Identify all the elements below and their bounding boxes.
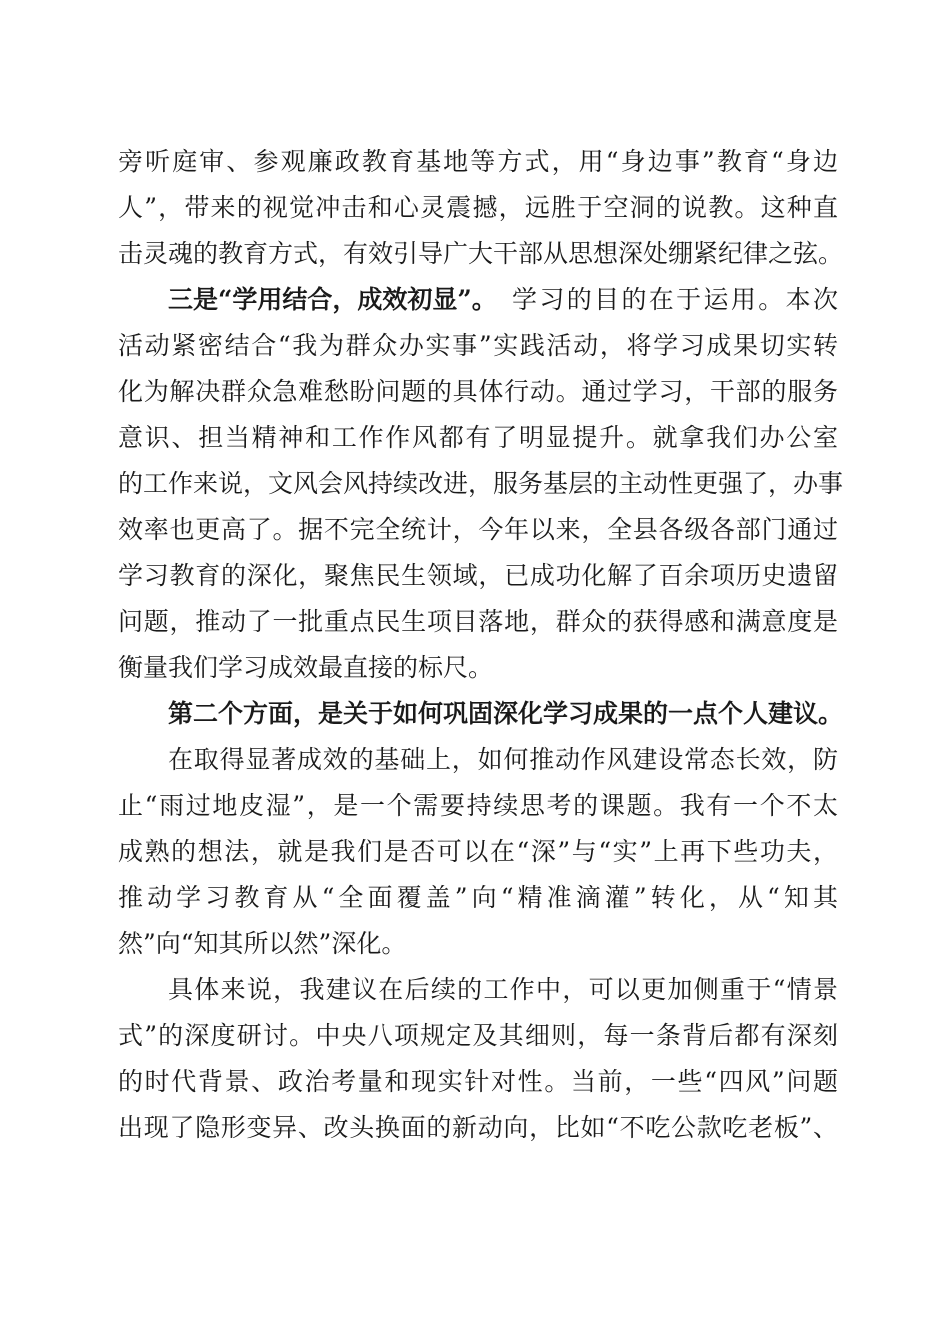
paragraph-line: 成熟的想法，就是我们是否可以在“深”与“实”上再下些功夫，	[118, 837, 838, 866]
paragraph-line: 学习教育的深化，聚焦民生领域，已成功化解了百余项历史遗留	[118, 561, 838, 590]
paragraph-line: 效率也更高了。据不完全统计，今年以来，全县各级各部门通过	[118, 515, 838, 544]
paragraph-line: 学习的目的在于运用。本次	[512, 285, 838, 314]
paragraph-line: 问题，推动了一批重点民生项目落地，群众的获得感和满意度是	[118, 607, 838, 636]
paragraph-line: 人”，带来的视觉冲击和心灵震撼，远胜于空洞的说教。这种直	[118, 193, 838, 222]
paragraph-line: 然”向“知其所以然”深化。	[118, 929, 407, 958]
paragraph-line: 推动学习教育从“全面覆盖”向“精准滴灌”转化，从“知其	[118, 883, 838, 912]
paragraph-line: 出现了隐形变异、改头换面的新动向，比如“不吃公款吃老板”、	[118, 1113, 838, 1142]
paragraph-line: 击灵魂的教育方式，有效引导广大干部从思想深处绷紧纪律之弦。	[118, 239, 844, 268]
paragraph-line: 旁听庭审、参观廉政教育基地等方式，用“身边事”教育“身边	[118, 147, 838, 176]
paragraph-line: 的工作来说，文风会风持续改进，服务基层的主动性更强了，办事	[118, 469, 844, 498]
section-heading-bold: 三是“学用结合，成效初显”。	[168, 285, 497, 314]
paragraph-line: 衡量我们学习成效最直接的标尺。	[118, 653, 494, 682]
paragraph-line: 的时代背景、政治考量和现实针对性。当前，一些“四风”问题	[118, 1067, 838, 1096]
paragraph-line: 在取得显著成效的基础上，如何推动作风建设常态长效，防	[168, 745, 838, 774]
section-heading: 第二个方面，是关于如何巩固深化学习成果的一点个人建议。	[168, 699, 844, 728]
section-heading	[168, 285, 508, 315]
paragraph-line: 活动紧密结合“我为群众办实事”实践活动，将学习成果切实转	[118, 331, 838, 360]
paragraph-line: 化为解决群众急难愁盼问题的具体行动。通过学习，干部的服务	[118, 377, 838, 406]
paragraph-line: 具体来说，我建议在后续的工作中，可以更加侧重于“情景	[168, 975, 838, 1004]
paragraph-line: 式”的深度研讨。中央八项规定及其细则，每一条背后都有深刻	[118, 1021, 838, 1050]
paragraph-line: 止“雨过地皮湿”，是一个需要持续思考的课题。我有一个不太	[118, 791, 838, 820]
paragraph-line: 意识、担当精神和工作作风都有了明显提升。就拿我们办公室	[118, 423, 838, 452]
